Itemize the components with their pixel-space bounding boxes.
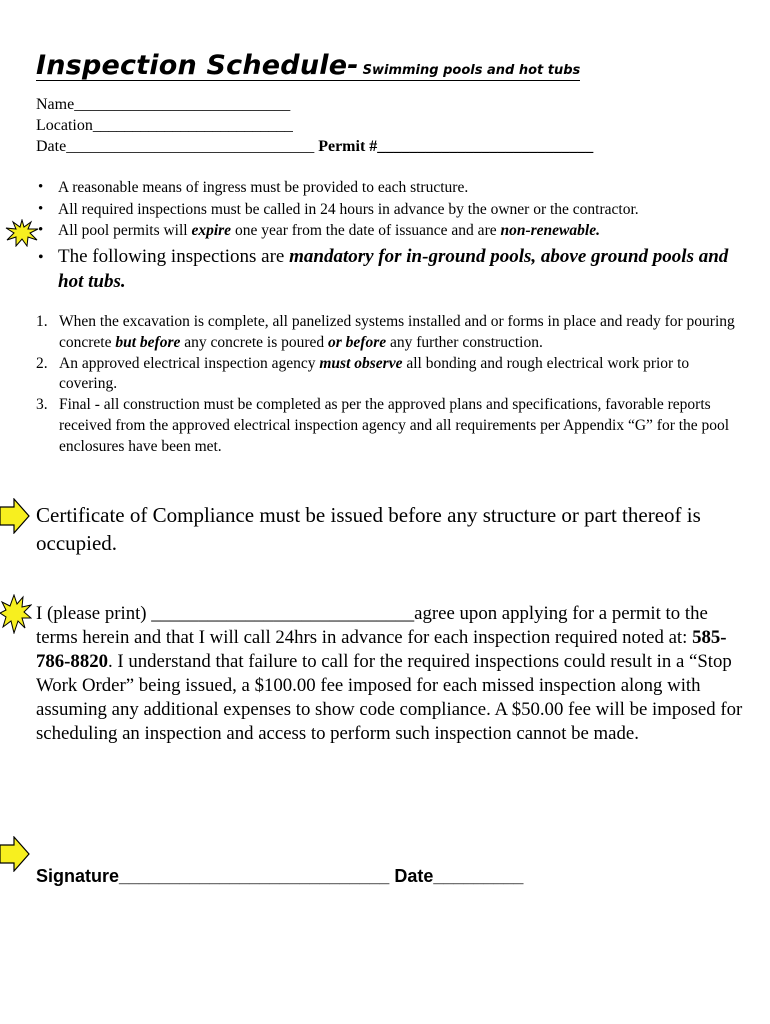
starburst-icon [0,594,32,634]
right-arrow-icon [0,836,30,872]
list-item: 2. An approved electrical inspection agency must observe all bonding and rough electrical work prior to covering. [36,354,690,393]
title-subtitle: Swimming pools and hot tubs [362,63,581,78]
starburst-icon [5,219,39,247]
inspection-steps [36,312,736,458]
name-field: Name___________________________ [36,96,291,113]
list-item: • All pool permits will expire one year from the date of issuance and are non-renewable. [36,220,746,242]
list-item: • A reasonable means of ingress must be provided to each structure. [36,177,746,199]
list-item: • The following inspections are mandatory for in-ground pools, above ground pools and hot tubs. [36,244,746,294]
location-field: Location_________________________ [36,117,293,134]
signature-row [36,866,523,887]
certificate-notice: Certificate of Compliance must be issued before any structure or part thereof is occupied. [36,503,701,555]
date-permit-row [36,137,593,157]
title-main: Inspection Schedule- [36,50,359,81]
signature-date-field: Date_________ [394,866,524,886]
phone-number: 585-786-8820 [36,626,727,672]
date-field: Date_______________________________ [36,138,315,155]
list-item: 1. When the excavation is complete, all panelized systems installed and or forms in place and ready for pouring concrete but before any concrete is poured or before any further construction. [36,313,735,351]
requirements-list [36,177,746,294]
signature-field: Signature___________________________ [36,866,390,886]
page-title [36,52,580,81]
permit-field: Permit #___________________________ [318,138,594,155]
list-item: 3. Final - all construction must be completed as per the approved plans and specifications, favorable reports received from the approved electrical inspection agency and all requirements per Appendix “G” for the pool enclosures have been met. [36,396,730,455]
agreement-paragraph: I (please print) ____________________________agree upon applying for a permit to the terms herein and that I will call 24hrs in advance for each inspection required noted at: 585-786-8820. I understand that failure to call for the required inspections could result in a “Stop Work Order” being issued, a $100.00 fee imposed for each missed inspection along with assuming any additional expenses to show code compliance. A $50.00 fee will be imposed for scheduling an inspection and access to perform such inspection cannot be made. [36,603,743,744]
right-arrow-icon [0,498,30,534]
list-item: • All required inspections must be called in 24 hours in advance by the owner or the contractor. [36,199,746,221]
